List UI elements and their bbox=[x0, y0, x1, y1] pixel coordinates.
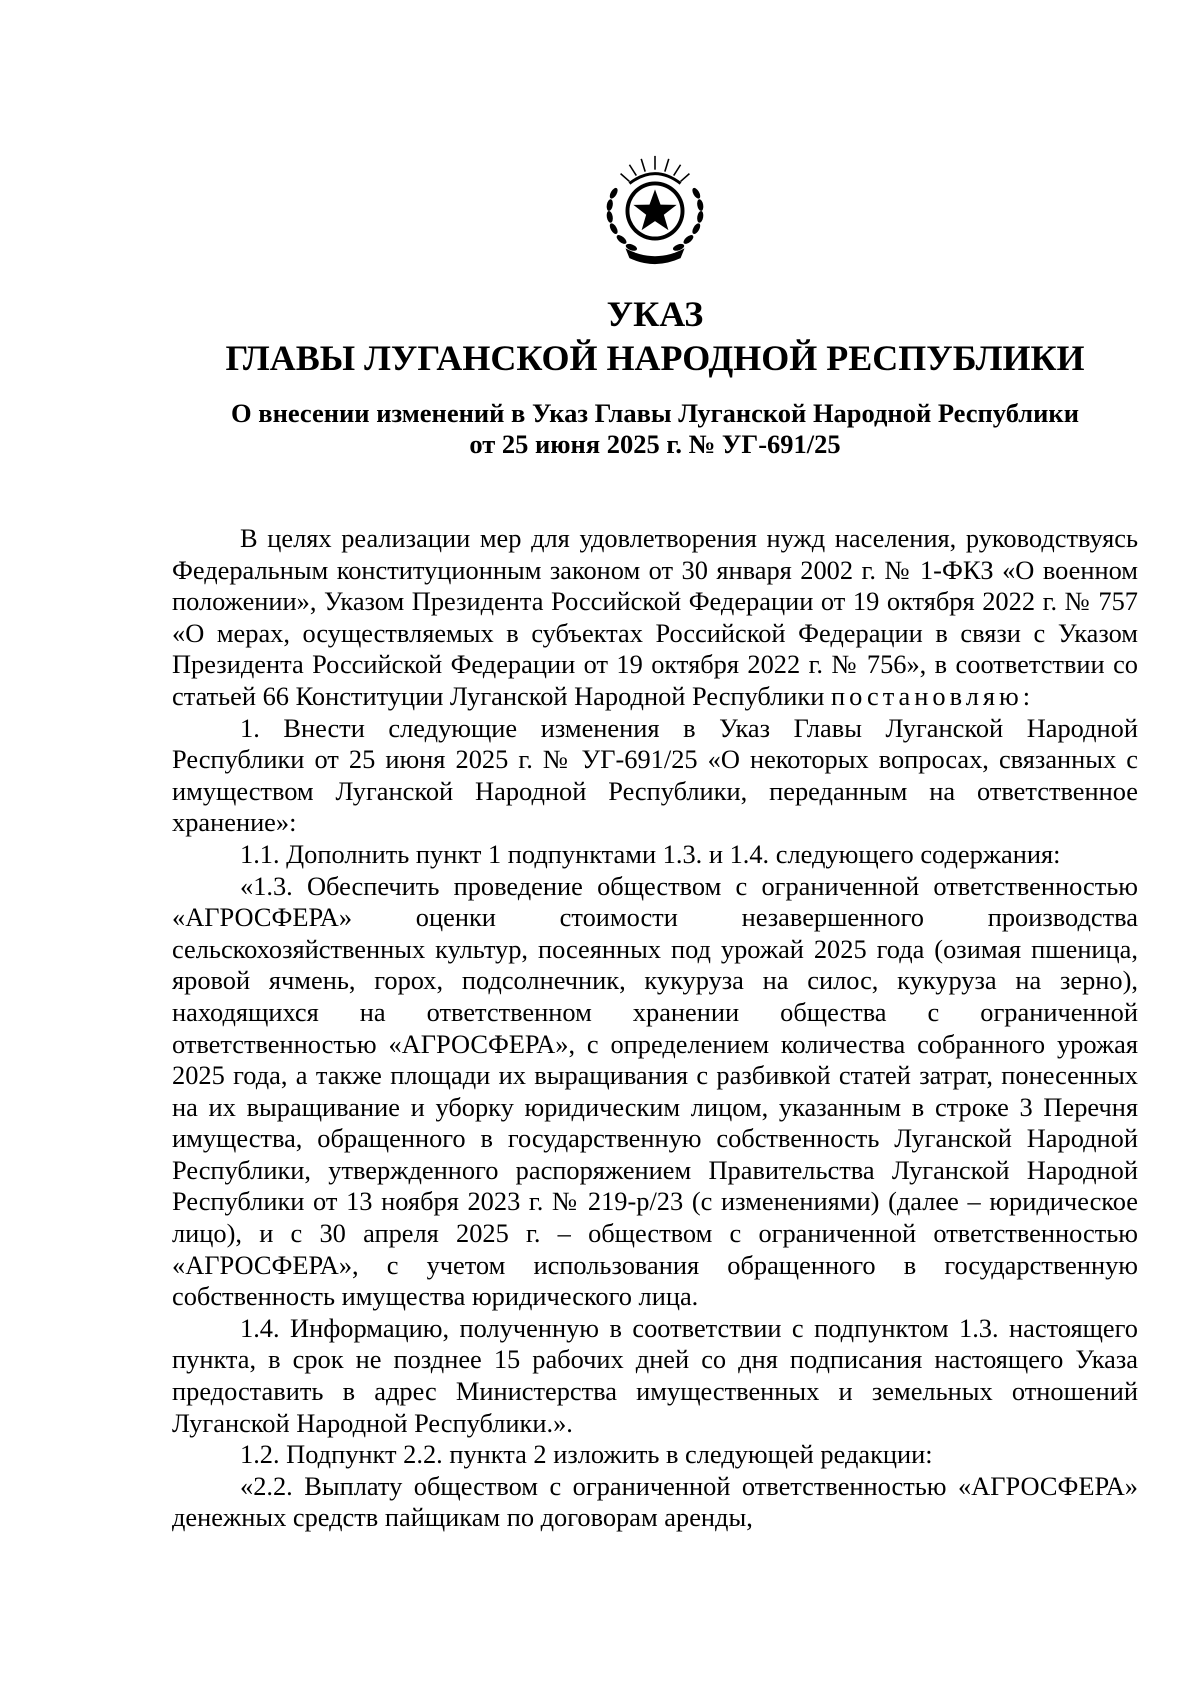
coat-of-arms-emblem bbox=[596, 150, 714, 268]
item-1-2-paragraph: 1.2. Подпункт 2.2. пункта 2 изложить в следующей редакции: bbox=[240, 1439, 933, 1470]
item-2-2-paragraph: «2.2. Выплату обществом с ограниченной ответственностью «АГРОСФЕРА» денежных средств пайщикам по договорам аренды, bbox=[172, 1470, 1138, 1533]
preamble-text: В целях реализации мер для удовлетворения нужд населения, руководствуясь Федеральным конституционным законом от 30 января 2002 г. № 1-ФКЗ «О военном положении», Указом Президента Российской Федерации от 19 октября 2022 г. № 757 «О мерах, осуществляемых в субъектах Российской Федерации в связи с Указом Президента Российской Федерации от 19 октября 2022 г. № 756», в соответствии со статьей 66 Конституции Луганской Народной Республики bbox=[172, 523, 1138, 711]
item-1-1-paragraph: 1.1. Дополнить пункт 1 подпунктами 1.3. и 1.4. следующего содержания: bbox=[240, 838, 1061, 869]
decree-title: УКАЗ bbox=[606, 294, 704, 334]
item-1-3-paragraph: «1.3. Обеспечить проведение обществом с ограниченной ответственностью «АГРОСФЕРА» оценки стоимости незавершенного производства сельскохозяйственных культур, посеянных под урожай 2025 года (озимая пшеница, яровой ячмень, горох, подсолнечник, кукуруза на силос, кукуруза на зерно), находящихся на ответственном хранении общества с ограниченной ответственностью «АГРОСФЕРА», с определением количества собранного урожая 2025 года, а также площади их выращивания с разбивкой статей затрат, понесенных на их выращивание и уборку юридическим лицом, указанным в строке 3 Перечня имущества, обращенного в государственную собственность Луганской Народной Республики, утвержденного распоряжением Правительства Луганской Народной Республики от 13 ноября 2023 г. № 219-р/23 (с изменениями) (далее – юридическое лицо), и с 30 апреля 2025 г. – обществом с ограниченной ответственностью «АГРОСФЕРА», с учетом использования обращенного в государственную собственность имущества юридического лица. bbox=[172, 870, 1138, 1312]
decree-subject bbox=[0, 398, 1200, 460]
decree-body bbox=[172, 523, 1138, 1534]
decree-subject-line-1: О внесении изменений в Указ Главы Луганской Народной Республики bbox=[231, 398, 1079, 428]
decree-word: постановляю: bbox=[831, 680, 1035, 711]
preamble-paragraph bbox=[172, 523, 1138, 713]
item-1-4-paragraph: 1.4. Информацию, полученную в соответствии с подпунктом 1.3. настоящего пункта, в срок не позднее 15 рабочих дней со дня подписания настоящего Указа предоставить в адрес Министерства имущественных и земельных отношений Луганской Народной Республики.». bbox=[172, 1312, 1138, 1438]
decree-subject-line-2: от 25 июня 2025 г. № УГ-691/25 bbox=[469, 429, 841, 459]
decree-issuer: ГЛАВЫ ЛУГАНСКОЙ НАРОДНОЙ РЕСПУБЛИКИ bbox=[225, 338, 1085, 378]
item-1-paragraph: 1. Внести следующие изменения в Указ Главы Луганской Народной Республики от 25 июня 2025 г. № УГ-691/25 «О некоторых вопросах, связанных с имуществом Луганской Народной Республики, переданным на ответственное хранение»: bbox=[172, 712, 1138, 838]
